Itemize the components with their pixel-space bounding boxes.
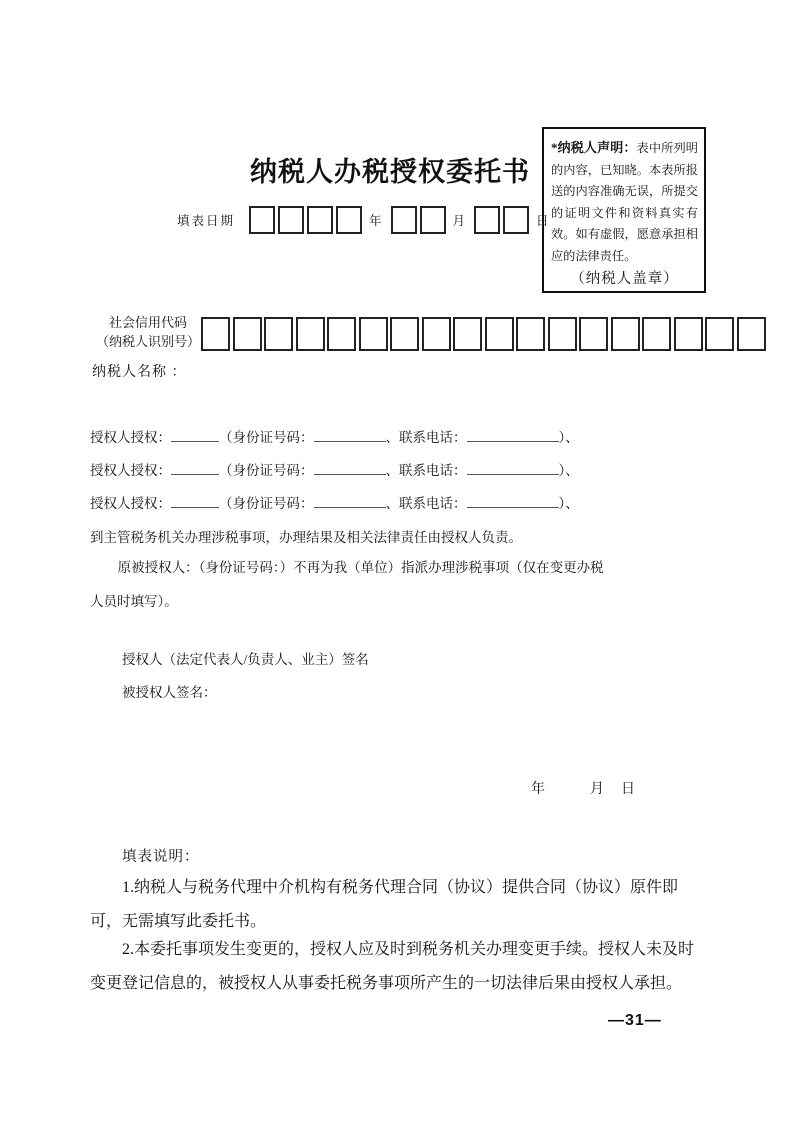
auth-prefix-label: 授权人授权： [90, 430, 171, 445]
credit-code-digit-box [579, 317, 608, 351]
phone-number-blank [467, 428, 559, 442]
declaration-heading: *纳税人声明： [551, 140, 637, 155]
credit-code-digit-boxes [201, 317, 768, 351]
credit-code-digit-box [548, 317, 577, 351]
declaration-text [551, 137, 698, 267]
id-number-blank [314, 428, 386, 442]
day-unit-label: 日 [536, 214, 549, 228]
authorized-name-blank [171, 461, 219, 475]
credit-code-digit-box [485, 317, 514, 351]
auth-prefix-label: 授权人授权： [90, 463, 171, 478]
auth-phone-label: 、联系电话： [385, 430, 467, 445]
authorization-row [90, 492, 579, 512]
credit-code-digit-box [296, 317, 325, 351]
month-digit-boxes [391, 206, 449, 234]
auth-suffix-label: ）、 [558, 463, 579, 478]
year-digit-box [307, 206, 333, 234]
credit-code-digit-box [705, 317, 734, 351]
page-title: 纳税人办税授权委托书 [250, 157, 530, 187]
credit-code-digit-box [642, 317, 671, 351]
day-digit-box [474, 206, 500, 234]
authorized-name-blank [171, 494, 219, 508]
day-digit-boxes [474, 206, 532, 234]
auth-suffix-label: ）、 [558, 496, 579, 511]
year-digit-box [278, 206, 304, 234]
authorization-row [90, 426, 579, 446]
auth-prefix-label: 授权人授权： [90, 496, 171, 511]
credit-code-digit-box [737, 317, 766, 351]
credit-code-digit-box [390, 317, 419, 351]
authorized-name-blank [171, 428, 219, 442]
year-digit-box [249, 206, 275, 234]
credit-code-digit-box [264, 317, 293, 351]
credit-code-digit-box [516, 317, 545, 351]
scope-statement: 到主管税务机关办理涉税事项，办理结果及相关法律责任由授权人负责。 [90, 530, 522, 545]
credit-code-digit-box [233, 317, 262, 351]
fill-date-row [177, 206, 558, 234]
taxpayer-seal-label: （纳税人盖章） [570, 271, 679, 287]
month-unit-label: 月 [452, 214, 466, 228]
signature-date-line [531, 778, 635, 798]
credit-code-label-line1: 社会信用代码 [108, 315, 187, 330]
instruction-item: 1.纳税人与税务代理中介机构有税务代理合同（协议）提供合同（协议）原件即可，无需填写此委托书。 [90, 879, 679, 930]
credit-code-label [94, 314, 202, 351]
instruction-item: 2.本委托事项发生变更的，授权人应及时到税务机关办理变更手续。授权人未及时变更登记信息的，被授权人从事委托税务事项所产生的一切法律后果由授权人承担。 [90, 941, 695, 992]
phone-number-blank [467, 461, 559, 475]
fill-date-label: 填表日期 [177, 214, 236, 228]
authorization-row [90, 459, 579, 479]
id-number-blank [314, 461, 386, 475]
credit-code-digit-box [359, 317, 388, 351]
auth-id-label: （身份证号码： [219, 496, 314, 511]
year-digit-box [336, 206, 362, 234]
phone-number-blank [467, 494, 559, 508]
day-digit-box [503, 206, 529, 234]
id-number-blank [314, 494, 386, 508]
sign-month-label: 月 [590, 782, 604, 797]
month-digit-box [391, 206, 417, 234]
taxpayer-declaration-box [542, 127, 706, 293]
credit-code-label-line2: （纳税人识别号） [95, 333, 200, 349]
credit-code-digit-box [674, 317, 703, 351]
taxpayer-name-label: 纳税人名称 ： [92, 365, 187, 380]
auth-id-label: （身份证号码： [219, 430, 314, 445]
credit-code-digit-box [422, 317, 451, 351]
credit-code-digit-box [453, 317, 482, 351]
auth-suffix-label: ）、 [558, 430, 579, 445]
sign-year-label: 年 [531, 782, 545, 797]
revoke-statement: 原被授权人：（身份证号码：）不再为我（单位）指派办理涉税事项（仅在变更办税人员时填写）。 [90, 560, 604, 609]
auth-phone-label: 、联系电话： [385, 496, 467, 511]
year-unit-label: 年 [369, 214, 382, 228]
auth-phone-label: 、联系电话： [385, 463, 467, 478]
declaration-body: 表中所列明的内容，已知晓。本表所报送的内容准确无误，所提交的证明文件和资料真实有效。如有虚假，愿意承担相应的法律责任。 [551, 141, 698, 263]
page-number: —31— [608, 1012, 662, 1029]
year-digit-boxes [249, 206, 365, 234]
instructions-heading: 填表说明： [122, 849, 200, 865]
sign-day-label: 日 [621, 782, 635, 797]
authorizer-signature-label: 授权人（法定代表人/负责人、业主）签名 [122, 652, 369, 667]
credit-code-digit-box [327, 317, 356, 351]
authorized-signature-label: 被授权人签名： [122, 685, 217, 700]
credit-code-digit-box [201, 317, 230, 351]
credit-code-digit-box [611, 317, 640, 351]
auth-id-label: （身份证号码： [219, 463, 314, 478]
month-digit-box [420, 206, 446, 234]
